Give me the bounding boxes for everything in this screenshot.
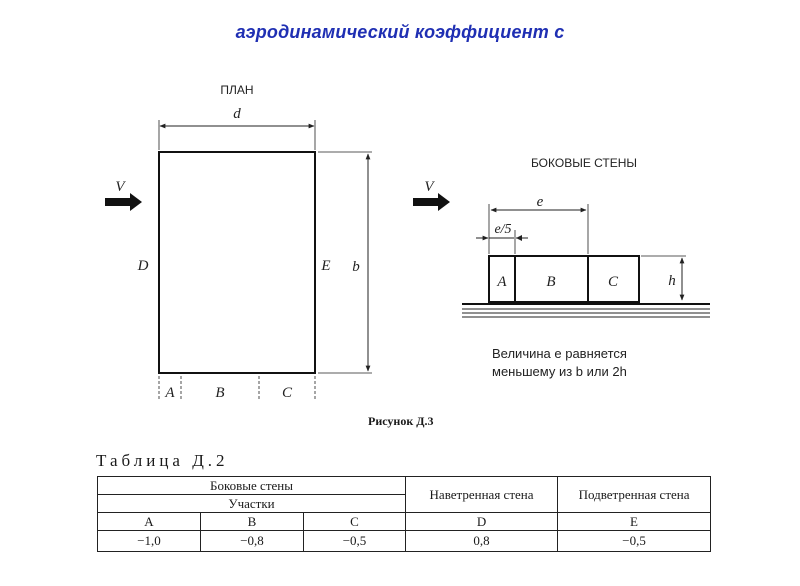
plan-zone-c: C xyxy=(281,385,293,401)
value-c: −0,5 xyxy=(304,531,406,552)
side-wind-arrow-icon xyxy=(413,193,450,211)
table-title: Таблица Д.2 xyxy=(96,451,229,470)
plan-leeward-label: E xyxy=(321,258,331,274)
plan-windward-label: D xyxy=(137,258,149,274)
coefficient-table xyxy=(97,476,711,552)
side-walls-header: Боковые стены xyxy=(98,477,406,495)
side-length-label: e xyxy=(536,194,544,210)
slide-title: аэродинамический коэффициент с xyxy=(235,22,565,42)
side-height-label: h xyxy=(668,273,676,289)
zone-header-d: D xyxy=(406,513,558,531)
plan-wind-arrow-icon xyxy=(105,193,142,211)
plan-heading: ПЛАН xyxy=(220,83,254,97)
plan-zone-b: B xyxy=(215,385,225,401)
zone-header-a: A xyxy=(98,513,201,531)
side-zone-b: B xyxy=(546,274,556,290)
side-wind-label: V xyxy=(424,179,434,195)
value-e: −0,5 xyxy=(558,531,711,552)
value-d: 0,8 xyxy=(406,531,558,552)
zone-header-b: B xyxy=(201,513,304,531)
side-zone-a: A xyxy=(497,274,507,290)
value-a: −1,0 xyxy=(98,531,201,552)
figure-caption: Рисунок Д.3 xyxy=(368,414,434,428)
side-fraction-label: e/5 xyxy=(494,222,512,237)
sections-header: Участки xyxy=(98,495,406,513)
side-zone-c: C xyxy=(607,274,619,290)
plan-height-label: b xyxy=(352,259,360,275)
leeward-header: Подветренная стена xyxy=(558,477,711,513)
windward-header: Наветренная стена xyxy=(406,477,558,513)
side-note-line2: меньшему из b или 2h xyxy=(492,364,627,379)
zone-header-e: E xyxy=(558,513,711,531)
value-b: −0,8 xyxy=(201,531,304,552)
plan-width-label: d xyxy=(233,106,241,122)
plan-wind-label: V xyxy=(115,179,125,195)
plan-zone-a: A xyxy=(165,385,175,401)
side-walls-heading: БОКОВЫЕ СТЕНЫ xyxy=(530,156,638,170)
zone-header-c: C xyxy=(304,513,406,531)
side-note-line1: Величина e равняется xyxy=(492,346,627,361)
plan-building-rect xyxy=(159,152,315,373)
